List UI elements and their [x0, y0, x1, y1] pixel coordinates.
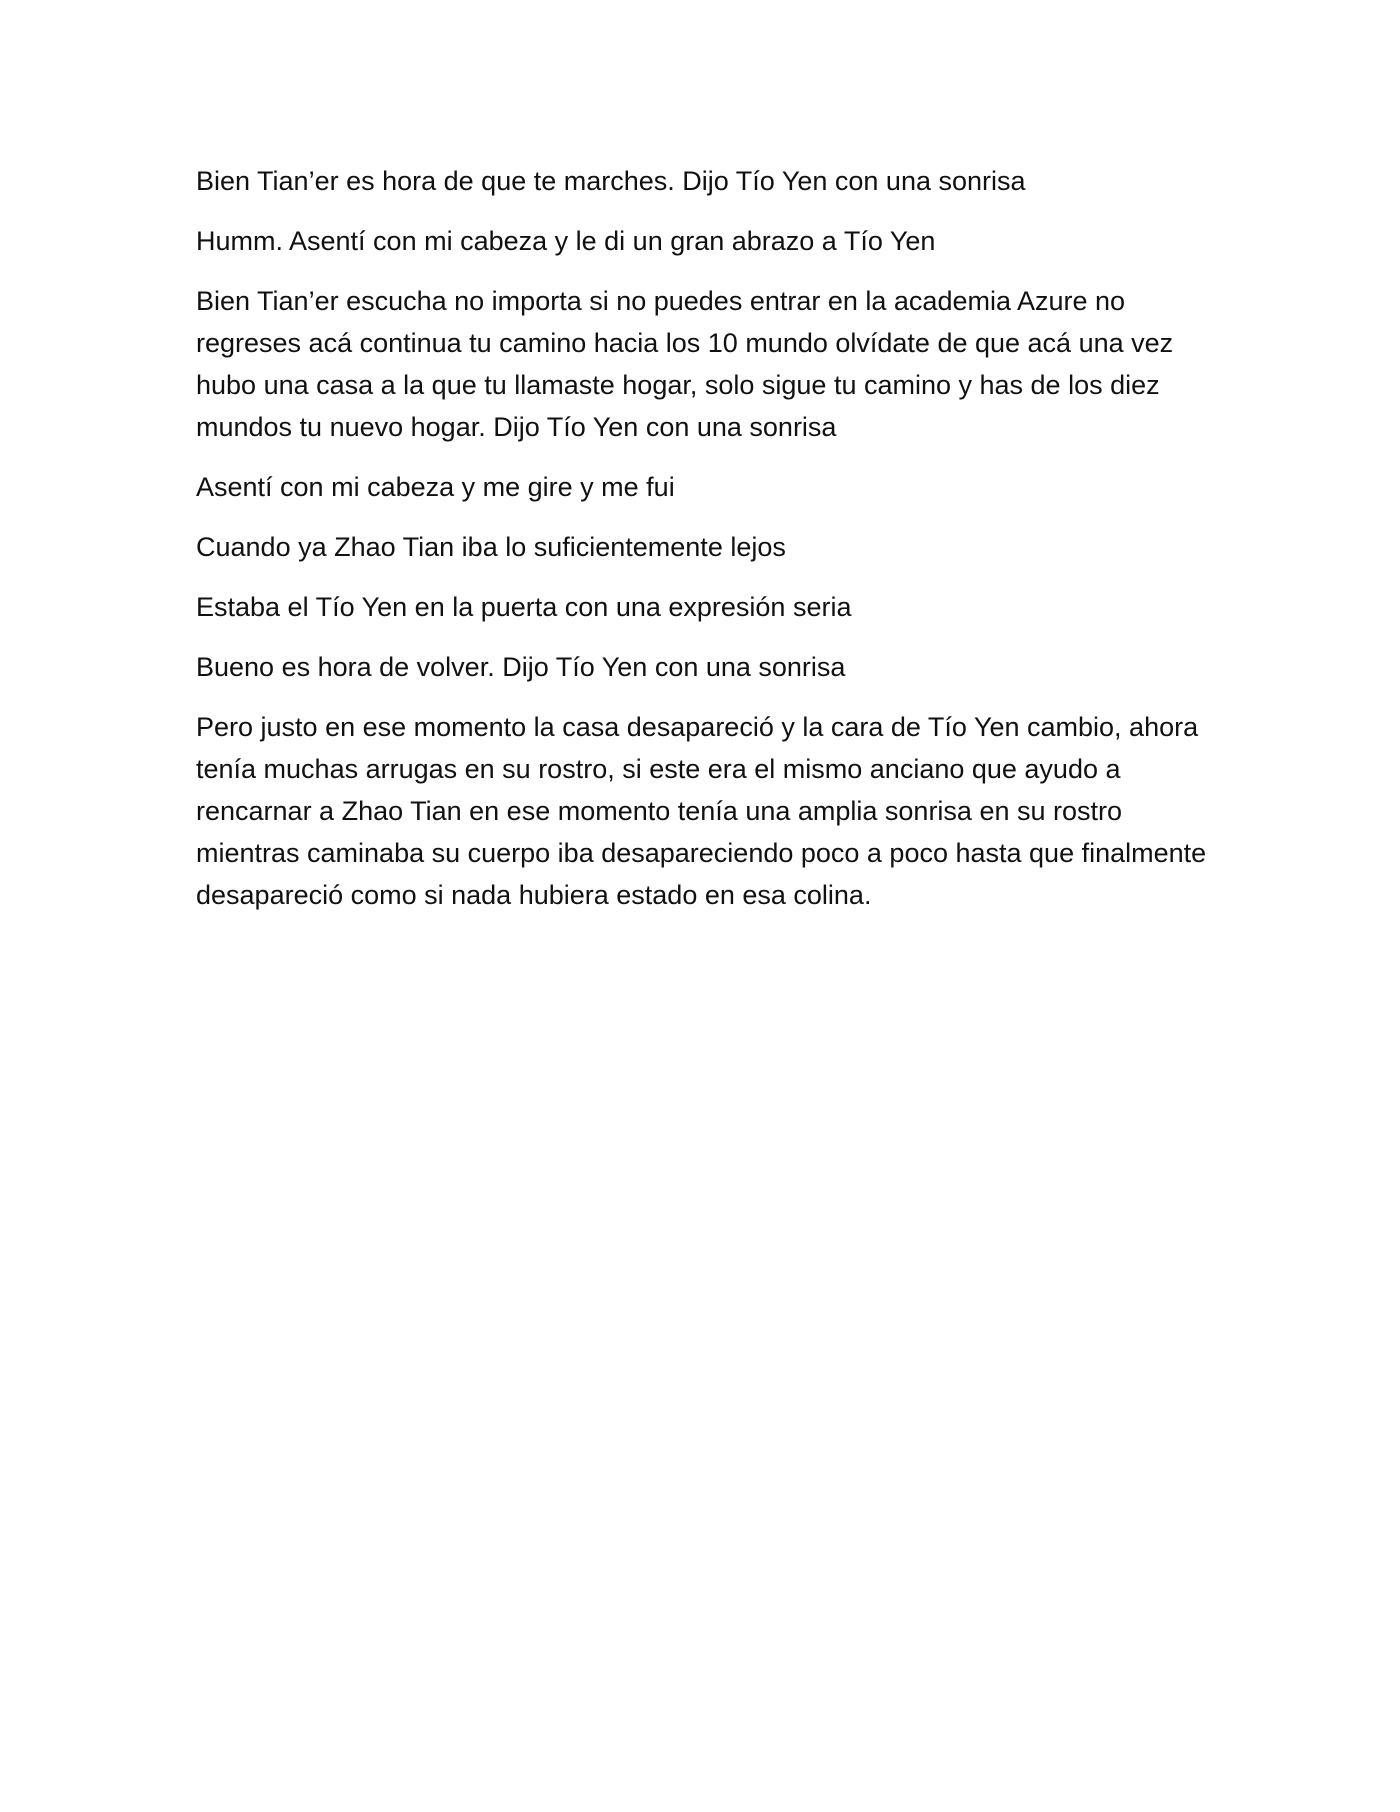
paragraph: Bien Tian’er escucha no importa si no puedes entrar en la academia Azure no regreses acá continua tu camino hacia los 10 mundo olvídate de que acá una vez hubo una casa a la que tu llamaste hogar, solo sigue tu camino y has de los diez mundos tu nuevo hogar. Dijo Tío Yen con una sonrisa — [196, 286, 1174, 442]
paragraph: Bueno es hora de volver. Dijo Tío Yen con una sonrisa — [196, 652, 846, 682]
paragraph: Cuando ya Zhao Tian iba lo suficientemente lejos — [196, 532, 786, 562]
paragraph: Asentí con mi cabeza y me gire y me fui — [196, 472, 675, 502]
document-body — [196, 160, 1216, 934]
paragraph: Estaba el Tío Yen en la puerta con una expresión seria — [196, 592, 852, 622]
paragraph: Bien Tian’er es hora de que te marches. Dijo Tío Yen con una sonrisa — [196, 166, 1026, 196]
paragraph: Humm. Asentí con mi cabeza y le di un gran abrazo a Tío Yen — [196, 226, 936, 256]
paragraph: Pero justo en ese momento la casa desapareció y la cara de Tío Yen cambio, ahora tenía muchas arrugas en su rostro, si este era el mismo anciano que ayudo a rencarnar a Zhao Tian en ese momento tenía una amplia sonrisa en su rostro mientras caminaba su cuerpo iba desapareciendo poco a poco hasta que finalmente desapareció como si nada hubiera estado en esa colina. — [196, 712, 1207, 910]
